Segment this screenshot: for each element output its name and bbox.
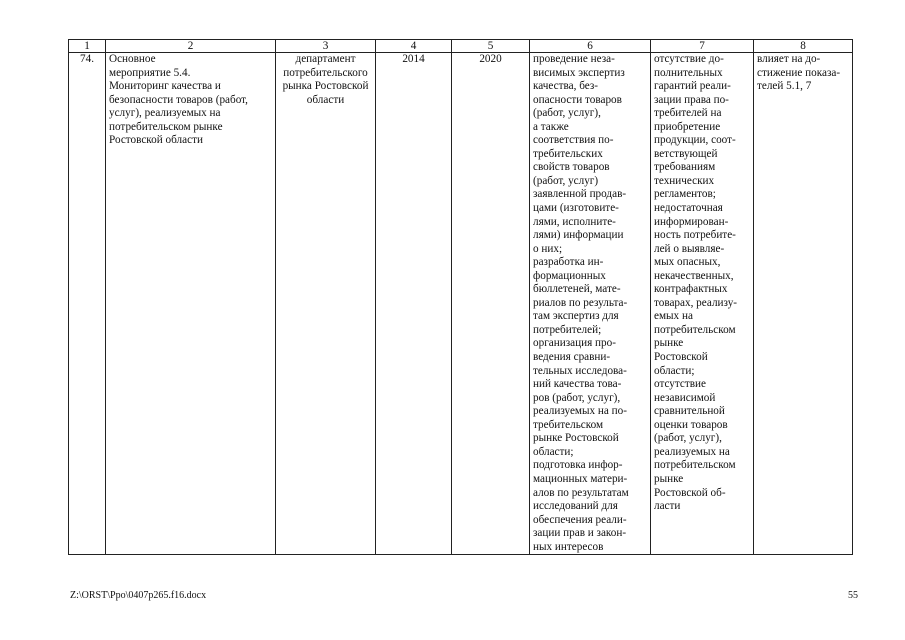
indicator-line: стижение показа- — [757, 66, 841, 79]
program-table — [68, 39, 853, 555]
column-number-row — [69, 40, 853, 53]
consequence-line: гарантий реали- — [654, 80, 731, 93]
consequence-line: требителей на — [654, 107, 722, 120]
result-line: цами (изготовите- — [533, 202, 619, 215]
result-line: риалов по результа- — [533, 296, 628, 309]
result-line: формационных — [533, 269, 606, 282]
result-line: (работ, услуг), — [533, 107, 601, 120]
result-line: организация про- — [533, 337, 616, 350]
result-line: заявленной продав- — [533, 188, 627, 201]
consequence-line: потребительском — [654, 323, 736, 336]
consequence-line: ность потребите- — [654, 229, 736, 242]
consequence-line: недостаточная — [654, 202, 723, 215]
result-line: требительских — [533, 147, 603, 160]
measure-line: Мониторинг качества и — [109, 80, 221, 93]
consequence-line: требованиям — [654, 161, 716, 174]
measure-name-cell — [106, 53, 276, 555]
expected-result-cell — [530, 53, 651, 555]
executor-line: рынка Ростовской — [282, 80, 369, 93]
result-line: мационных матери- — [533, 472, 628, 485]
measure-line: Основное — [109, 53, 156, 65]
column-number-4: 4 — [376, 40, 452, 53]
executor-line: потребительского — [283, 66, 368, 79]
table-row — [69, 53, 853, 555]
column-number-6: 6 — [530, 40, 651, 53]
consequence-line: сравнительной — [654, 405, 725, 418]
column-number-8: 8 — [754, 40, 853, 53]
result-line: потребителей; — [533, 323, 602, 336]
result-line: качества, без- — [533, 80, 598, 93]
consequence-line: лей о выявляе- — [654, 242, 725, 255]
end-year-cell: 2020 — [452, 53, 530, 555]
result-line: зации прав и закон- — [533, 527, 627, 540]
consequence-line: отсутствие до- — [654, 53, 724, 65]
column-number-1: 1 — [69, 40, 106, 53]
indicator-link-cell — [754, 53, 853, 555]
result-line: лями) информации — [533, 229, 624, 242]
result-line: бюллетеней, мате- — [533, 283, 621, 296]
row-number: 74. — [69, 53, 106, 555]
indicator-line: телей 5.1, 7 — [757, 80, 812, 93]
result-line: (работ, услуг) — [533, 174, 599, 187]
consequence-line: мых опасных, — [654, 256, 721, 269]
column-number-3: 3 — [276, 40, 376, 53]
result-line: о них; — [533, 242, 563, 255]
executor-line: области — [306, 93, 345, 106]
consequence-line: товарах, реализу- — [654, 296, 738, 309]
result-line: ров (работ, услуг), — [533, 391, 621, 404]
consequence-line: зации права по- — [654, 93, 729, 106]
result-line: соответствия по- — [533, 134, 614, 147]
consequence-line: некачественных, — [654, 269, 734, 282]
indicator-line: влияет на до- — [757, 53, 821, 65]
result-line: а также — [533, 120, 569, 133]
measure-line: безопасности товаров (работ, — [109, 93, 248, 106]
measure-line: потребительском рынке — [109, 120, 223, 133]
consequence-line: продукции, соот- — [654, 134, 736, 147]
consequence-line: контрафактных — [654, 283, 728, 296]
consequence-line: полнительных — [654, 66, 723, 79]
result-line: ведения сравни- — [533, 351, 611, 364]
result-line: подготовка инфор- — [533, 459, 623, 472]
consequence-line: информирован- — [654, 215, 729, 228]
start-year-cell: 2014 — [376, 53, 452, 555]
consequence-line: Ростовской об- — [654, 486, 726, 499]
consequence-line: (работ, услуг), — [654, 432, 722, 445]
consequence-line: приобретение — [654, 120, 721, 133]
result-line: разработка ин- — [533, 256, 604, 269]
result-line: ных интересов — [533, 540, 604, 553]
consequence-line: технических — [654, 174, 715, 187]
result-line: алов по результатам — [533, 486, 629, 499]
executor-cell — [276, 53, 376, 555]
consequence-line: ласти — [654, 500, 681, 513]
consequence-line: области; — [654, 364, 695, 377]
result-line: опасности товаров — [533, 93, 622, 106]
consequence-line: независимой — [654, 391, 716, 404]
consequence-line: оценки товаров — [654, 418, 728, 431]
consequence-cell — [651, 53, 754, 555]
result-line: требительском — [533, 418, 604, 431]
result-line: реализуемых на по- — [533, 405, 627, 418]
consequence-line: емых на — [654, 310, 693, 323]
consequence-line: реализуемых на — [654, 445, 730, 458]
measure-line: мероприятие 5.4. — [109, 66, 191, 79]
result-line: там экспертиз для — [533, 310, 619, 323]
result-line: лями, исполните- — [533, 215, 616, 228]
consequence-line: рынке — [654, 337, 684, 350]
executor-line: департамент — [295, 53, 356, 65]
result-line: рынке Ростовской — [533, 432, 619, 445]
result-line: исследований для — [533, 500, 618, 513]
result-line: тельных исследова- — [533, 364, 627, 377]
result-line: обеспечения реали- — [533, 513, 627, 526]
result-line: проведение неза- — [533, 53, 615, 65]
consequence-line: Ростовской — [654, 351, 708, 364]
footer-file-path: Z:\ORST\Ppo\0407p265.f16.docx — [70, 590, 207, 601]
consequence-line: рынке — [654, 472, 684, 485]
consequence-line: ветствующей — [654, 147, 718, 160]
measure-line: Ростовской области — [109, 134, 203, 147]
column-number-5: 5 — [452, 40, 530, 53]
consequence-line: регламентов; — [654, 188, 716, 201]
measure-line: услуг), реализуемых на — [109, 107, 221, 120]
result-line: ний качества това- — [533, 378, 622, 391]
footer-page-number: 55 — [848, 590, 858, 601]
result-line: области; — [533, 445, 574, 458]
column-number-7: 7 — [651, 40, 754, 53]
result-line: свойств товаров — [533, 161, 610, 174]
result-line: висимых экспертиз — [533, 66, 625, 79]
consequence-line: потребительском — [654, 459, 736, 472]
column-number-2: 2 — [106, 40, 276, 53]
consequence-line: отсутствие — [654, 378, 706, 391]
